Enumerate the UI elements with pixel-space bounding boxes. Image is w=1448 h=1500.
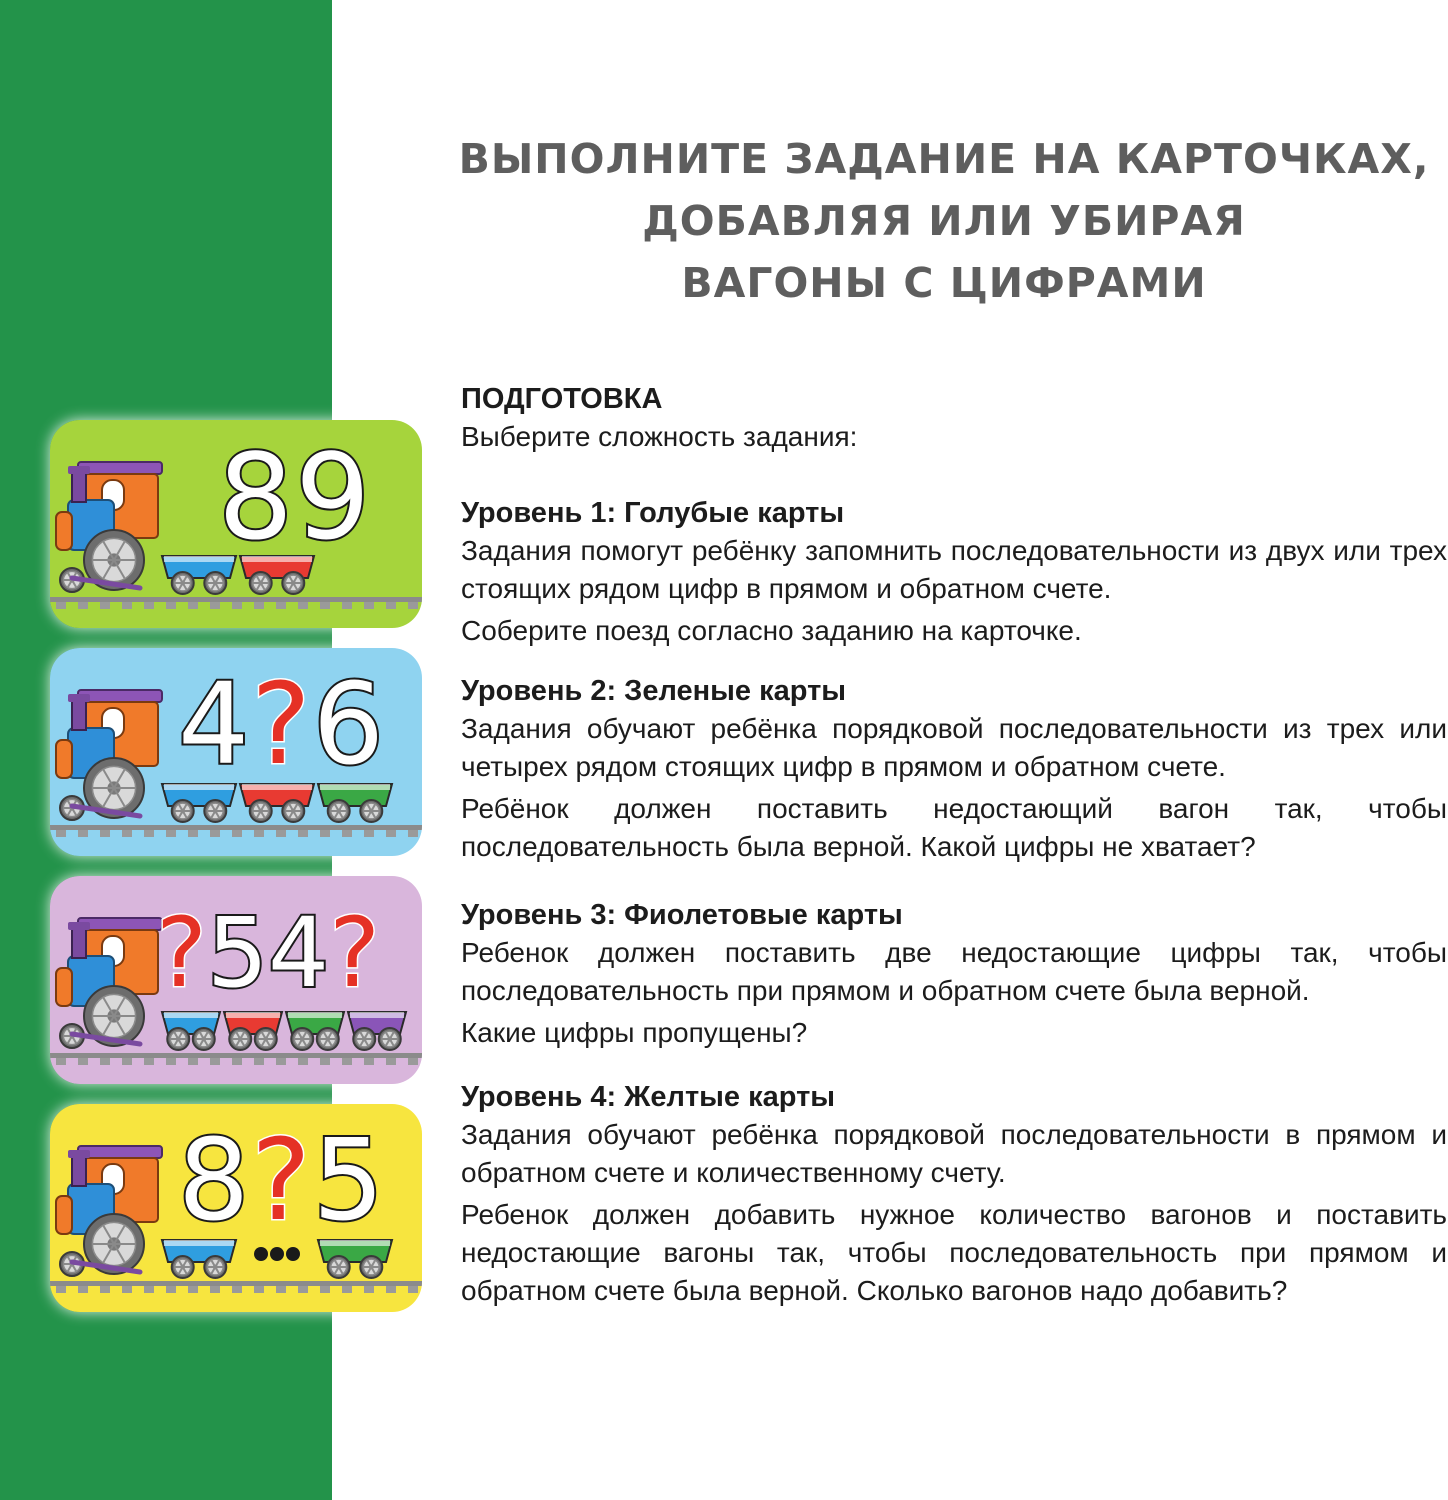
- section-preparation: [461, 380, 1447, 456]
- wagon-wheel: [282, 572, 304, 594]
- rail-tie: [298, 1058, 308, 1065]
- loco-roof: [78, 690, 162, 702]
- wagon-wheel: [360, 1256, 382, 1278]
- section-level-1: [461, 494, 1447, 650]
- rail-tie: [188, 602, 198, 609]
- rail: [50, 1281, 422, 1286]
- loco-front: [56, 968, 72, 1006]
- rail-tie: [78, 1286, 88, 1293]
- rail-tie: [56, 602, 66, 609]
- rail-tie: [188, 1058, 198, 1065]
- loco-front: [56, 1196, 72, 1234]
- rail-tie: [56, 830, 66, 837]
- section-heading: Уровень 1: Голубые карты: [461, 497, 845, 529]
- rail-tie: [254, 830, 264, 837]
- loco-chimney: [72, 928, 86, 958]
- section-heading: ПОДГОТОВКА: [461, 383, 663, 415]
- card-digit: 8: [178, 1116, 250, 1246]
- rail-tie: [320, 602, 330, 609]
- section-heading: Уровень 4: Желтые карты: [461, 1081, 836, 1113]
- loco-chimney-cap: [68, 694, 90, 702]
- wagon-wheel: [229, 1028, 251, 1050]
- card-level-4: [50, 1104, 422, 1312]
- rail-tie: [408, 830, 418, 837]
- wagon-wheel: [250, 800, 272, 822]
- rail-tie: [166, 1286, 176, 1293]
- page-title: [440, 128, 1448, 314]
- rail-tie: [100, 1058, 110, 1065]
- rail-tie: [298, 830, 308, 837]
- rail-tie: [166, 1058, 176, 1065]
- rail-tie: [408, 1286, 418, 1293]
- wagon: [254, 1247, 300, 1261]
- rail-tie: [166, 830, 176, 837]
- wagon-wheel: [282, 800, 304, 822]
- card-digit: 4: [178, 660, 250, 790]
- rail-tie: [56, 1058, 66, 1065]
- section-text: Ребенок должен добавить нужное количество вагонов и поставить недостающие вагоны так, чтобы последовательность при прямом и обратном счете была верной. Сколько вагонов надо добавить?: [461, 1199, 1447, 1306]
- card-digit: 6: [312, 660, 384, 790]
- rail-tie: [254, 1286, 264, 1293]
- rail-tie: [210, 602, 220, 609]
- section-heading: Уровень 2: Зеленые карты: [461, 675, 847, 707]
- rail-tie: [342, 830, 352, 837]
- section-heading: Уровень 3: Фиолетовые карты: [461, 899, 903, 931]
- rail-tie: [78, 602, 88, 609]
- section-text: Задания обучают ребёнка порядковой последовательности из трех или четырех рядом стоящих цифр в прямом и обратном счете.: [461, 713, 1447, 782]
- rail-tie: [298, 1286, 308, 1293]
- wagon-wheel: [360, 800, 382, 822]
- wagon-wheel: [328, 1256, 350, 1278]
- wagon-wheel: [353, 1028, 375, 1050]
- rail: [50, 825, 422, 830]
- section-text: Ребёнок должен поставить недостающий вагон так, чтобы последовательность была верной. Какой цифры не хватает?: [461, 793, 1447, 862]
- rail-tie: [56, 1286, 66, 1293]
- loco-chimney: [72, 700, 86, 730]
- rail-tie: [364, 1058, 374, 1065]
- rail-tie: [210, 830, 220, 837]
- loco-roof: [78, 1146, 162, 1158]
- loco-front: [56, 740, 72, 778]
- card-digits: [218, 428, 371, 566]
- card-digits: [178, 660, 384, 790]
- rail-tie: [144, 1058, 154, 1065]
- rail-tie: [364, 602, 374, 609]
- rail-tie: [364, 830, 374, 837]
- rail-tie: [144, 1286, 154, 1293]
- rail-tie: [122, 1286, 132, 1293]
- rail-tie: [100, 1286, 110, 1293]
- rail-tie: [254, 1058, 264, 1065]
- title-line-3: ВАГОНЫ С ЦИФРАМИ: [681, 259, 1207, 307]
- rail-tie: [232, 830, 242, 837]
- wagon-wheel: [379, 1028, 401, 1050]
- wagon-wheel: [204, 1256, 226, 1278]
- rail: [50, 597, 422, 602]
- rail-tie: [166, 602, 176, 609]
- rail-tie: [342, 1286, 352, 1293]
- rail-tie: [320, 830, 330, 837]
- rail-tie: [386, 1286, 396, 1293]
- wagon-wheel: [172, 1256, 194, 1278]
- wagon-wheel: [193, 1028, 215, 1050]
- card-digit: 5: [206, 897, 269, 1009]
- rail-tie: [276, 1286, 286, 1293]
- section-text: Ребенок должен поставить две недостающие цифры так, чтобы последовательность при прямом и обратном счете была верной.: [461, 937, 1447, 1006]
- wagon-wheel: [204, 572, 226, 594]
- wagon-wheel: [291, 1028, 313, 1050]
- rail-tie: [342, 602, 352, 609]
- rail-tie: [100, 602, 110, 609]
- rail-tie: [408, 1058, 418, 1065]
- rail-tie: [276, 602, 286, 609]
- rail-tie: [210, 1058, 220, 1065]
- rail-tie: [298, 602, 308, 609]
- loco-front: [56, 512, 72, 550]
- card-digit: 9: [295, 428, 371, 566]
- rail-tie: [210, 1286, 220, 1293]
- dot: [254, 1247, 268, 1261]
- rail-tie: [386, 830, 396, 837]
- card-digit: 4: [268, 897, 330, 1009]
- rail-tie: [122, 1058, 132, 1065]
- loco-roof: [78, 918, 162, 930]
- rail-tie: [188, 830, 198, 837]
- rail-tie: [342, 1058, 352, 1065]
- wagon-wheel: [250, 572, 272, 594]
- rail-tie: [122, 830, 132, 837]
- rail-tie: [188, 1286, 198, 1293]
- title-line-2: ДОБАВЛЯЯ ИЛИ УБИРАЯ: [642, 197, 1246, 245]
- card-question-mark: ?: [251, 1116, 311, 1246]
- wagon-wheel: [255, 1028, 277, 1050]
- card-digit: 5: [312, 1116, 384, 1246]
- section-level-2: [461, 672, 1447, 866]
- loco-roof: [78, 462, 162, 474]
- section-text: Какие цифры пропущены?: [461, 1017, 808, 1048]
- loco-chimney-cap: [68, 1150, 90, 1158]
- loco-chimney: [72, 472, 86, 502]
- loco-chimney-cap: [68, 922, 90, 930]
- title-line-1: ВЫПОЛНИТЕ ЗАДАНИЕ НА КАРТОЧКАХ,: [458, 135, 1430, 183]
- rail-tie: [364, 1286, 374, 1293]
- rail-tie: [232, 1058, 242, 1065]
- loco-chimney: [72, 1156, 86, 1186]
- card-digits: [156, 888, 380, 1018]
- loco-chimney-cap: [68, 466, 90, 474]
- rail-tie: [254, 602, 264, 609]
- dot: [286, 1247, 300, 1261]
- rail-tie: [78, 1058, 88, 1065]
- dot: [270, 1247, 284, 1261]
- wagon-wheel: [167, 1028, 189, 1050]
- rail-tie: [320, 1058, 330, 1065]
- rail-tie: [78, 830, 88, 837]
- rail-tie: [386, 602, 396, 609]
- rail-tie: [100, 830, 110, 837]
- card-digit: 8: [218, 428, 294, 566]
- wagon-wheel: [328, 800, 350, 822]
- rail-tie: [144, 830, 154, 837]
- section-text: Соберите поезд согласно заданию на карточке.: [461, 615, 1082, 646]
- section-level-4: [461, 1078, 1447, 1310]
- wagon-wheel: [317, 1028, 339, 1050]
- card-question-mark: ?: [156, 897, 207, 1009]
- card-digits: [178, 1116, 384, 1246]
- card-question-mark: ?: [329, 897, 381, 1009]
- rail-tie: [320, 1286, 330, 1293]
- rail-tie: [408, 602, 418, 609]
- rail-tie: [232, 1286, 242, 1293]
- card-question-mark: ?: [251, 660, 311, 790]
- card-level-1: [50, 420, 422, 628]
- wagon-wheel: [172, 572, 194, 594]
- rail-tie: [122, 602, 132, 609]
- section-level-3: [461, 896, 1447, 1052]
- wagon-wheel: [172, 800, 194, 822]
- card-level-3: [50, 876, 422, 1084]
- section-text: Задания обучают ребёнка порядковой последовательности в прямом и обратном счете и количественному счету.: [461, 1119, 1447, 1188]
- wagon-wheel: [204, 800, 226, 822]
- card-level-2: [50, 648, 422, 856]
- section-text: Выберите сложность задания:: [461, 421, 858, 452]
- rail-tie: [386, 1058, 396, 1065]
- section-text: Задания помогут ребёнку запомнить последовательности из двух или трех стоящих рядом цифр в прямом и обратном счете.: [461, 535, 1447, 604]
- rail-tie: [276, 1058, 286, 1065]
- rail-tie: [232, 602, 242, 609]
- rail-tie: [144, 602, 154, 609]
- rail: [50, 1053, 422, 1058]
- rail-tie: [276, 830, 286, 837]
